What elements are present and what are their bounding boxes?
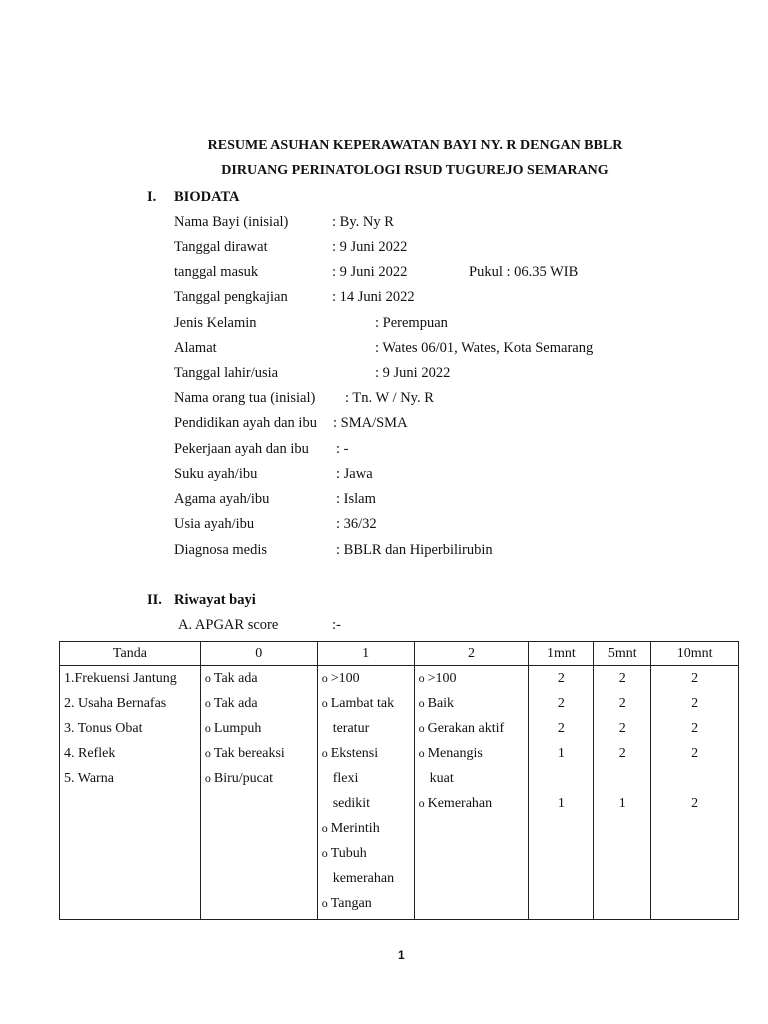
score-0-cell (200, 666, 317, 920)
section1-heading: BIODATA (174, 189, 240, 205)
header-tanda: Tanda (60, 642, 201, 666)
field-label: Tanggal pengkajian (174, 289, 288, 305)
list-item: 2 (618, 721, 626, 736)
list-item: o Menangis (419, 744, 525, 769)
list-item: 2 (618, 696, 626, 711)
list-item: sedikit (332, 796, 371, 811)
score-2-cell (414, 666, 529, 920)
field-label: Suku ayah/ibu (174, 466, 258, 482)
list-item: o Lumpuh (205, 719, 313, 744)
list-item: teratur (332, 721, 370, 736)
list-item: o Kemerahan (419, 794, 525, 819)
list-item: o Biru/pucat (205, 769, 313, 794)
list-item: 3. Tonus Obat (64, 721, 143, 736)
list-item: kemerahan (332, 871, 395, 886)
field-value: : By. Ny R (332, 214, 394, 230)
field-value: : 36/32 (336, 516, 377, 532)
score-5mnt-cell (594, 666, 651, 920)
document-title-line1: RESUME ASUHAN KEPERAWATAN BAYI NY. R DENGAN BBLR (207, 138, 623, 153)
header-1mnt: 1mnt (529, 642, 594, 666)
list-item: o Baik (419, 694, 525, 719)
list-item: 2 (691, 671, 699, 686)
list-item: 2 (691, 796, 699, 811)
field-label: Pendidikan ayah dan ibu (174, 415, 317, 431)
field-label: Jenis Kelamin (174, 315, 257, 331)
score-1mnt-cell (529, 666, 594, 920)
field-label: Nama orang tua (inisial) (174, 390, 316, 406)
list-item: o Lambat tak (322, 694, 410, 719)
section1-number: I. (147, 189, 157, 205)
field-value: : Wates 06/01, Wates, Kota Semarang (375, 340, 594, 356)
field-value: : Jawa (336, 466, 373, 482)
list-item: o Tak ada (205, 694, 313, 719)
list-item: flexi (332, 771, 359, 786)
header-score-2: 2 (414, 642, 529, 666)
list-item: 2 (618, 671, 626, 686)
field-value: : 9 Juni 2022 (375, 365, 451, 381)
field-label: Diagnosa medis (174, 542, 268, 558)
list-item: 1.Frekuensi Jantung (64, 671, 177, 686)
page-number: 1 (398, 948, 405, 962)
list-item: 2 (691, 696, 699, 711)
list-item: o Tak ada (205, 669, 313, 694)
section2-number: II. (147, 592, 162, 608)
apgar-table (59, 641, 739, 920)
list-item: 4. Reflek (64, 746, 116, 761)
document-title-line2: DIRUANG PERINATOLOGI RSUD TUGUREJO SEMARANG (221, 163, 609, 178)
table-row (60, 666, 739, 920)
list-item: 2 (691, 721, 699, 736)
list-item: o Gerakan aktif (419, 719, 525, 744)
apgar-value: :- (332, 617, 341, 633)
list-item: 2 (557, 721, 565, 736)
field-value: : - (336, 441, 349, 457)
field-label: Nama Bayi (inisial) (174, 214, 289, 230)
header-score-1: 1 (317, 642, 414, 666)
list-item: o >100 (419, 669, 525, 694)
field-label: tanggal masuk (174, 264, 259, 280)
field-label: Usia ayah/ibu (174, 516, 255, 532)
list-item: 5. Warna (64, 771, 114, 786)
score-1-cell (317, 666, 414, 920)
list-item: o Ekstensi (322, 744, 410, 769)
list-item: kuat (429, 771, 454, 786)
list-item: 1 (557, 796, 565, 811)
field-value: : 14 Juni 2022 (332, 289, 415, 305)
field-value: : Perempuan (375, 315, 448, 331)
list-item: 2 (557, 696, 565, 711)
field-extra: Pukul : 06.35 WIB (469, 264, 579, 280)
score-10mnt-cell (651, 666, 739, 920)
field-value: : Islam (336, 491, 376, 507)
list-item: o Tubuh (322, 844, 410, 869)
list-item (655, 769, 734, 794)
list-item: 2 (557, 671, 565, 686)
list-item: 2 (618, 746, 626, 761)
field-value: : 9 Juni 2022 (332, 239, 408, 255)
list-item: 1 (618, 796, 626, 811)
list-item: 2 (691, 746, 699, 761)
field-value: : SMA/SMA (333, 415, 408, 431)
header-5mnt: 5mnt (594, 642, 651, 666)
list-item: 1 (557, 746, 565, 761)
list-item: 2. Usaha Bernafas (64, 696, 167, 711)
field-label: Agama ayah/ibu (174, 491, 270, 507)
field-label: Alamat (174, 340, 217, 356)
list-item (598, 769, 646, 794)
apgar-label: A. APGAR score (178, 617, 279, 633)
list-item: o >100 (322, 669, 410, 694)
tanda-cell (60, 666, 201, 920)
field-label: Tanggal lahir/usia (174, 365, 279, 381)
field-value: : BBLR dan Hiperbilirubin (336, 542, 493, 558)
list-item: o Tak bereaksi (205, 744, 313, 769)
header-10mnt: 10mnt (651, 642, 739, 666)
list-item: o Tangan (322, 894, 410, 919)
table-header-row (60, 642, 739, 666)
field-label: Pekerjaan ayah dan ibu (174, 441, 309, 457)
section2-heading: Riwayat bayi (174, 592, 256, 608)
field-label: Tanggal dirawat (174, 239, 268, 255)
list-item (533, 769, 589, 794)
header-score-0: 0 (200, 642, 317, 666)
field-value: : Tn. W / Ny. R (345, 390, 434, 406)
list-item: o Merintih (322, 819, 410, 844)
field-value: : 9 Juni 2022 (332, 264, 408, 280)
